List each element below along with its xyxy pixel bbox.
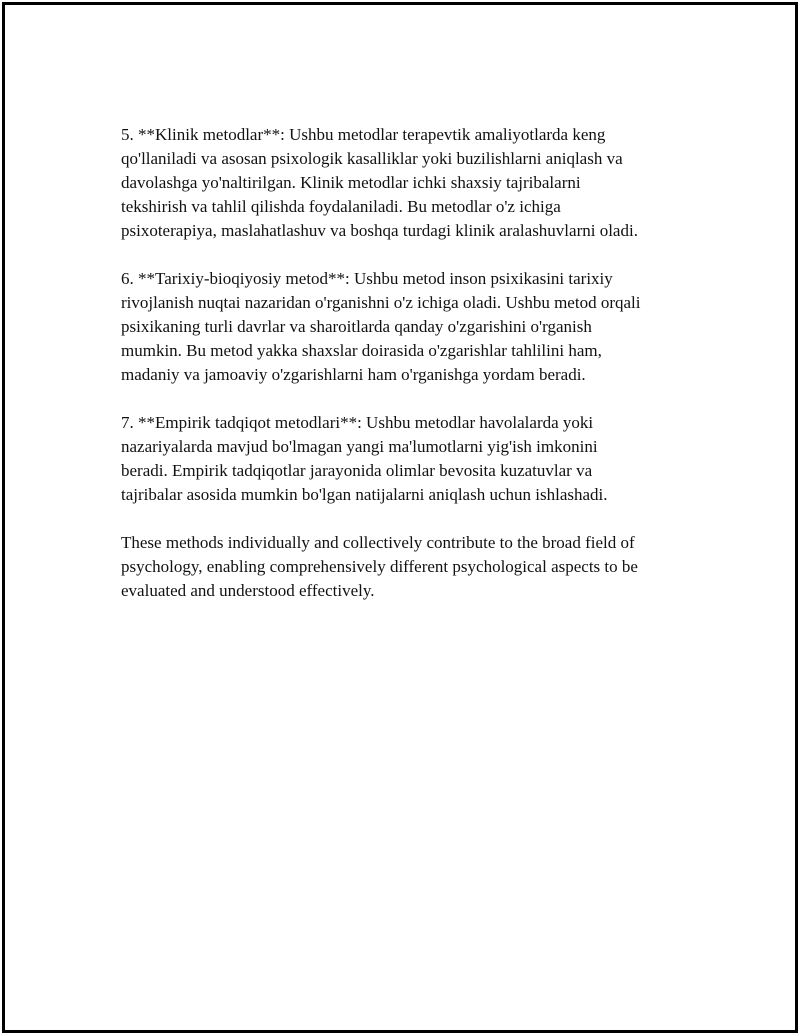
text-line: 7. **Empirik tadqiqot metodlari**: Ushbu metodlar havolalarda yoki — [121, 413, 594, 432]
text-line: 5. **Klinik metodlar**: Ushbu metodlar terapevtik amaliyotlarda keng — [121, 125, 606, 144]
text-line: tajribalar asosida mumkin bo'lgan natijalarni aniqlash uchun ishlashadi. — [121, 485, 608, 504]
text-line: These methods individually and collectively contribute to the broad field of — [121, 533, 635, 552]
text-line: evaluated and understood effectively. — [121, 581, 375, 600]
text-line: 6. **Tarixiy-bioqiyosiy metod**: Ushbu metod inson psixikasini tarixiy — [121, 269, 613, 288]
text-line: nazariyalarda mavjud bo'lmagan yangi ma'lumotlarni yig'ish imkonini — [121, 437, 598, 456]
text-line: davolashga yo'naltirilgan. Klinik metodlar ichki shaxsiy tajribalarni — [121, 173, 581, 192]
text-line: beradi. Empirik tadqiqotlar jarayonida olimlar bevosita kuzatuvlar va — [121, 461, 593, 480]
paragraph-historical-method — [121, 267, 701, 387]
paragraph-clinical-methods — [121, 123, 701, 243]
document-page — [2, 2, 798, 1033]
text-line: qo'llaniladi va asosan psixologik kasalliklar yoki buzilishlarni aniqlash va — [121, 149, 623, 168]
text-line: psixikaning turli davrlar va sharoitlarda qanday o'zgarishini o'rganish — [121, 317, 592, 336]
paragraph-conclusion — [121, 531, 701, 603]
document-body — [121, 123, 701, 627]
text-line: psychology, enabling comprehensively different psychological aspects to be — [121, 557, 638, 576]
paragraph-empirical-methods — [121, 411, 701, 507]
text-line: madaniy va jamoaviy o'zgarishlarni ham o'rganishga yordam beradi. — [121, 365, 586, 384]
text-line: mumkin. Bu metod yakka shaxslar doirasida o'zgarishlar tahlilini ham, — [121, 341, 602, 360]
text-line: tekshirish va tahlil qilishda foydalaniladi. Bu metodlar o'z ichiga — [121, 197, 561, 216]
text-line: psixoterapiya, maslahatlashuv va boshqa turdagi klinik aralashuvlarni oladi. — [121, 221, 638, 240]
text-line: rivojlanish nuqtai nazaridan o'rganishni o'z ichiga oladi. Ushbu metod orqali — [121, 293, 641, 312]
